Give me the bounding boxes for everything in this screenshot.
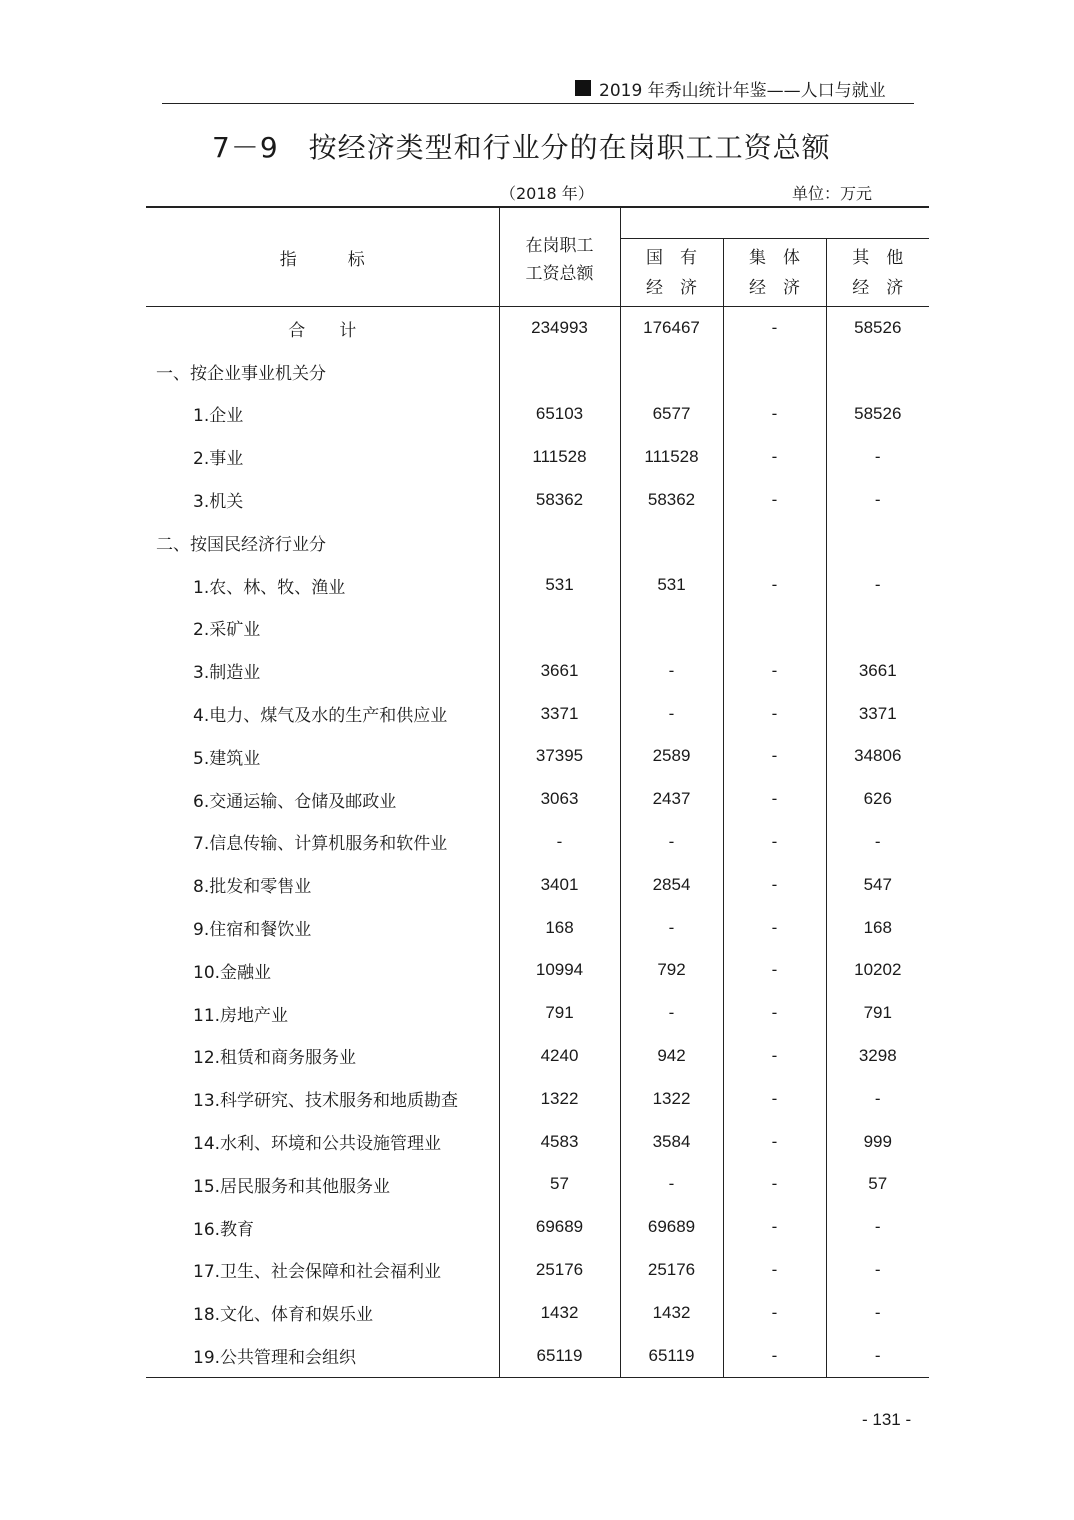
cell-total: 1432 bbox=[499, 1291, 620, 1334]
unit-note: 单位：万元 bbox=[792, 184, 873, 203]
cell-collective bbox=[723, 607, 826, 650]
row-label: 3.制造业 bbox=[193, 663, 261, 684]
row-label: 16.教育 bbox=[193, 1219, 255, 1240]
cell-state-owned: 3584 bbox=[620, 1120, 723, 1163]
table-row bbox=[146, 1249, 929, 1292]
cell-total: 3371 bbox=[499, 692, 620, 735]
cell-state-owned: 176467 bbox=[620, 307, 723, 350]
row-label: 11.房地产业 bbox=[193, 1005, 289, 1026]
cell-state-owned: 111528 bbox=[620, 435, 723, 478]
row-label: 合 计 bbox=[288, 320, 357, 341]
cell-total: 234993 bbox=[499, 307, 620, 350]
cell-total: 111528 bbox=[499, 435, 620, 478]
table-row bbox=[146, 350, 929, 393]
table-row bbox=[146, 1291, 929, 1334]
cell-total: 69689 bbox=[499, 1206, 620, 1249]
table-row bbox=[146, 521, 929, 564]
table-row bbox=[146, 906, 929, 949]
cell-total: 37395 bbox=[499, 735, 620, 778]
cell-other bbox=[826, 350, 929, 393]
cell-total: 3063 bbox=[499, 778, 620, 821]
cell-state-owned bbox=[620, 521, 723, 564]
table-row bbox=[146, 1334, 929, 1377]
header-spacer bbox=[620, 207, 929, 239]
table-row bbox=[146, 1077, 929, 1120]
header-other: 其 他 经 济 bbox=[826, 239, 929, 307]
cell-state-owned: 25176 bbox=[620, 1249, 723, 1292]
row-label: 10.金融业 bbox=[193, 962, 272, 983]
table-row bbox=[146, 478, 929, 521]
cell-other bbox=[826, 607, 929, 650]
cell-total: 58362 bbox=[499, 478, 620, 521]
cell-state-owned: - bbox=[620, 906, 723, 949]
table-row bbox=[146, 435, 929, 478]
section-label: 二、按国民经济行业分 bbox=[156, 534, 326, 555]
table-row bbox=[146, 692, 929, 735]
table-row bbox=[146, 564, 929, 607]
cell-other: 10202 bbox=[854, 960, 902, 980]
table-row bbox=[146, 393, 929, 436]
cell-collective: - bbox=[723, 393, 826, 436]
row-label: 18.文化、体育和娱乐业 bbox=[193, 1305, 374, 1326]
cell-other: 626 bbox=[863, 789, 892, 809]
table-row bbox=[146, 735, 929, 778]
cell-state-owned bbox=[620, 350, 723, 393]
cell-collective: - bbox=[723, 1249, 826, 1292]
black-square-icon bbox=[575, 80, 591, 96]
cell-collective: - bbox=[723, 1291, 826, 1334]
cell-collective: - bbox=[723, 1077, 826, 1120]
cell-other: - bbox=[874, 575, 881, 595]
wage-table bbox=[146, 206, 929, 1378]
cell-other: 547 bbox=[863, 874, 892, 894]
cell-other: - bbox=[874, 1302, 881, 1322]
table-row bbox=[146, 1120, 929, 1163]
row-label: 12.租赁和商务服务业 bbox=[193, 1048, 357, 1069]
cell-state-owned: - bbox=[620, 649, 723, 692]
table-number: 7－9 bbox=[212, 131, 279, 164]
cell-total: - bbox=[499, 821, 620, 864]
cell-total: 57 bbox=[499, 1163, 620, 1206]
row-label: 19.公共管理和会组织 bbox=[146, 1334, 499, 1377]
cell-state-owned: - bbox=[620, 992, 723, 1035]
cell-state-owned: 2437 bbox=[620, 778, 723, 821]
cell-state-owned: 69689 bbox=[620, 1206, 723, 1249]
cell-collective: - bbox=[723, 564, 826, 607]
row-label: 7.信息传输、计算机服务和软件业 bbox=[193, 834, 448, 855]
cell-collective: - bbox=[723, 821, 826, 864]
cell-other: - bbox=[874, 831, 881, 851]
cell-other: - bbox=[874, 446, 881, 466]
cell-total: 65103 bbox=[499, 393, 620, 436]
cell-total: 1322 bbox=[499, 1077, 620, 1120]
cell-other: 58526 bbox=[854, 318, 902, 338]
data-table-container bbox=[146, 206, 929, 1378]
cell-state-owned: 531 bbox=[620, 564, 723, 607]
row-label: 8.批发和零售业 bbox=[193, 877, 312, 898]
cell-state-owned: 6577 bbox=[620, 393, 723, 436]
row-label: 15.居民服务和其他服务业 bbox=[193, 1176, 391, 1197]
row-label: 1.农、林、牧、渔业 bbox=[193, 577, 346, 598]
cell-other bbox=[826, 521, 929, 564]
row-label: 6.交通运输、仓储及邮政业 bbox=[193, 791, 397, 812]
cell-collective: - bbox=[723, 863, 826, 906]
cell-state-owned: 58362 bbox=[620, 478, 723, 521]
cell-collective: - bbox=[723, 435, 826, 478]
cell-total: 10994 bbox=[499, 949, 620, 992]
cell-collective: - bbox=[723, 649, 826, 692]
header-indicator: 指 标 bbox=[146, 207, 499, 307]
table-row bbox=[146, 778, 929, 821]
table-row bbox=[146, 863, 929, 906]
row-label: 4.电力、煤气及水的生产和供应业 bbox=[193, 706, 448, 727]
cell-total: 25176 bbox=[499, 1249, 620, 1292]
cell-other: - bbox=[874, 1088, 881, 1108]
cell-total: 791 bbox=[499, 992, 620, 1035]
row-label: 3.机关 bbox=[193, 492, 244, 513]
cell-other: 168 bbox=[863, 917, 892, 937]
header-total-wages: 在岗职工工资总额 bbox=[499, 207, 620, 307]
cell-other: - bbox=[874, 1259, 881, 1279]
row-label: 5.建筑业 bbox=[193, 748, 261, 769]
cell-collective bbox=[723, 521, 826, 564]
cell-total: 168 bbox=[499, 906, 620, 949]
cell-total: 65119 bbox=[499, 1334, 620, 1377]
table-body bbox=[146, 307, 929, 1378]
cell-state-owned: 65119 bbox=[620, 1334, 723, 1377]
cell-collective: - bbox=[723, 949, 826, 992]
header-state-owned: 国 有 经 济 bbox=[620, 239, 723, 307]
row-label: 2.采矿业 bbox=[193, 620, 261, 641]
cell-collective: - bbox=[723, 906, 826, 949]
cell-total: 3661 bbox=[499, 649, 620, 692]
table-row bbox=[146, 607, 929, 650]
row-label: 9.住宿和餐饮业 bbox=[193, 920, 312, 941]
cell-other: 3661 bbox=[858, 660, 897, 680]
cell-state-owned: 1432 bbox=[620, 1291, 723, 1334]
table-row bbox=[146, 1035, 929, 1078]
table-title: 按经济类型和行业分的在岗职工工资总额 bbox=[308, 131, 831, 164]
row-label: 14.水利、环境和公共设施管理业 bbox=[193, 1134, 442, 1155]
row-label: 13.科学研究、技术服务和地质勘查 bbox=[193, 1091, 459, 1112]
cell-collective: - bbox=[723, 1163, 826, 1206]
cell-state-owned: - bbox=[620, 821, 723, 864]
cell-collective: - bbox=[723, 1206, 826, 1249]
cell-collective: - bbox=[723, 778, 826, 821]
year-note: （2018 年） bbox=[500, 184, 594, 203]
cell-other: 999 bbox=[863, 1131, 892, 1151]
cell-other: 3298 bbox=[858, 1045, 897, 1065]
row-label: 2.事业 bbox=[193, 449, 244, 470]
table-row bbox=[146, 1163, 929, 1206]
cell-collective: - bbox=[723, 992, 826, 1035]
table-row bbox=[146, 949, 929, 992]
cell-collective: - bbox=[723, 1120, 826, 1163]
cell-collective: - bbox=[723, 1035, 826, 1078]
cell-state-owned: 2854 bbox=[620, 863, 723, 906]
cell-state-owned: - bbox=[620, 692, 723, 735]
page-title bbox=[212, 126, 831, 166]
cell-collective: - bbox=[723, 692, 826, 735]
cell-collective: - bbox=[723, 307, 826, 350]
table-row bbox=[146, 821, 929, 864]
header-divider bbox=[162, 103, 914, 104]
cell-state-owned: - bbox=[620, 1163, 723, 1206]
cell-other: 58526 bbox=[854, 403, 902, 423]
table-row bbox=[146, 649, 929, 692]
cell-collective: - bbox=[723, 1334, 826, 1377]
page-number: - 131 - bbox=[862, 1410, 912, 1429]
table-row bbox=[146, 307, 929, 350]
cell-total bbox=[499, 607, 620, 650]
cell-other: 3371 bbox=[858, 703, 897, 723]
cell-total bbox=[499, 521, 620, 564]
running-header bbox=[575, 76, 886, 100]
cell-collective bbox=[723, 350, 826, 393]
cell-other: - bbox=[874, 1217, 881, 1237]
cell-total: 4240 bbox=[499, 1035, 620, 1078]
row-label: 1.企业 bbox=[193, 406, 244, 427]
cell-state-owned: 942 bbox=[620, 1035, 723, 1078]
cell-state-owned bbox=[620, 607, 723, 650]
cell-other: 57 bbox=[868, 1174, 888, 1194]
cell-state-owned: 792 bbox=[620, 949, 723, 992]
cell-total bbox=[499, 350, 620, 393]
cell-state-owned: 2589 bbox=[620, 735, 723, 778]
section-label: 一、按企业事业机关分 bbox=[156, 363, 326, 384]
cell-collective: - bbox=[723, 735, 826, 778]
cell-other: 791 bbox=[863, 1003, 892, 1023]
row-label: 17.卫生、社会保障和社会福利业 bbox=[193, 1262, 442, 1283]
header-collective: 集 体 经 济 bbox=[723, 239, 826, 307]
cell-total: 4583 bbox=[499, 1120, 620, 1163]
cell-total: 3401 bbox=[499, 863, 620, 906]
table-row bbox=[146, 1206, 929, 1249]
cell-other: 34806 bbox=[854, 746, 902, 766]
cell-state-owned: 1322 bbox=[620, 1077, 723, 1120]
cell-other: - bbox=[874, 489, 881, 509]
cell-total: 531 bbox=[499, 564, 620, 607]
cell-collective: - bbox=[723, 478, 826, 521]
running-header-text: 2019 年秀山统计年鉴——人口与就业 bbox=[599, 80, 886, 101]
cell-other: - bbox=[826, 1334, 929, 1377]
table-row bbox=[146, 992, 929, 1035]
